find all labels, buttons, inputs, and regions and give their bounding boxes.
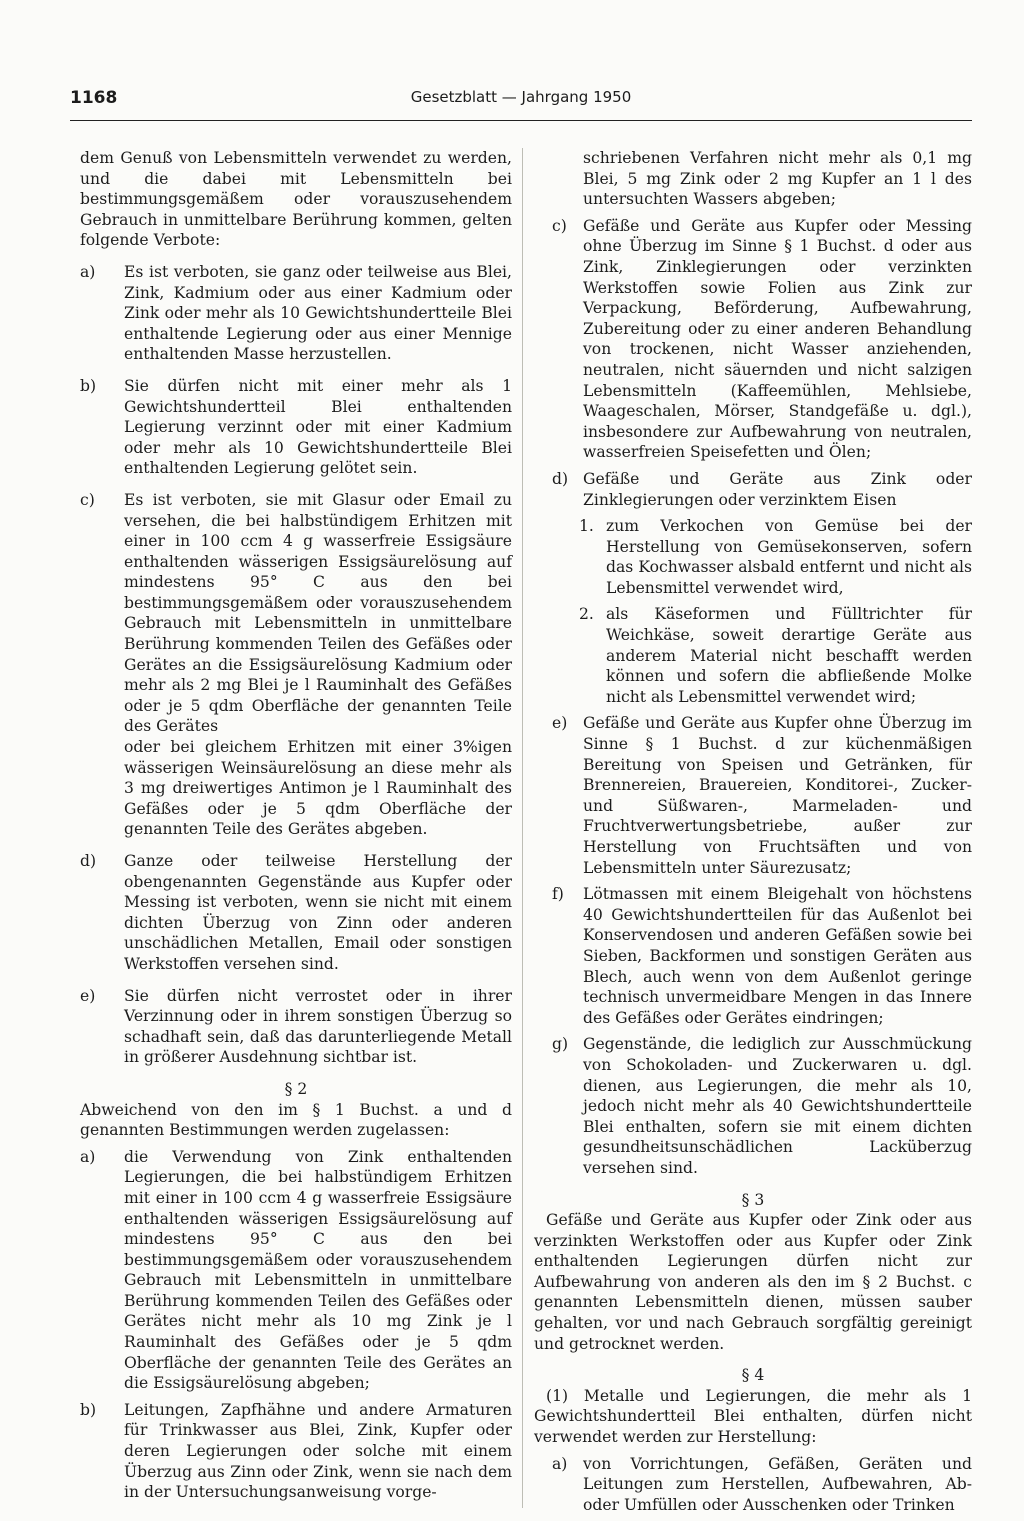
item-text: Es ist verboten, sie mit Glasur oder Email zu versehen, die bei halbstündigem Erhitzen mit einer in 100 ccm 4 g wasserfreie Essigsäure enthaltenden wässerigen Essigsäurelösung auf mindestens 95° C aus den bei bestimmungsgemäßem oder vorauszusehendem Gebrauch mit Lebensmitteln in unmittelbare Berührung kommenden Teilen des Gefäßes oder Gerätes an die Essigsäurelösung Kadmium oder mehr als 2 mg Blei je l Rauminhalt des Gefäßes oder je 5 qdm Oberfläche der genannten Teile des Gerätes (124, 490, 512, 736)
section-heading-4: § 4 (741, 1366, 765, 1385)
item-text: als Käseformen und Fülltrichter für Weichkäse, soweit derartige Geräte aus anderem Material nicht beschafft werden können und sofern die abfließende Molke nicht als Lebensmittel verwendet wird; (606, 605, 972, 706)
right-column (534, 148, 972, 1515)
item-marker: f) (552, 885, 564, 904)
item-text: die Verwendung von Zink enthaltenden Legierungen, die bei halbstündigem Erhitzen mit einer in 100 ccm 4 g wasserfreie Essigsäure enthaltenden wässerigen Essigsäurelösung auf mindestens 95° C aus den bei bestimmungsgemäßem oder vorauszusehendem Gebrauch mit Lebensmitteln in unmittelbare Berührung kommenden Teilen des Gefäßes oder Gerätes nicht mehr als 10 mg Zink je l Rauminhalt des Gefäßes oder je 5 qdm Oberfläche der genannten Teile des Gerätes an die Essigsäurelösung abgeben; (124, 1147, 512, 1393)
list-item-2a (80, 1147, 512, 1394)
list-item-a (80, 262, 512, 365)
section-4-text: (1) Metalle und Legierungen, die mehr als 1 Gewichtshundertteil Blei enthalten, dürfen nicht verwendet werden zur Herstellung: (534, 1386, 972, 1447)
item-marker: e) (80, 986, 96, 1005)
sub-item-1 (534, 516, 972, 598)
item-text: Ganze oder teilweise Herstellung der obengenannten Gegenstände aus Kupfer oder Messing ist verboten, wenn sie nicht mit einem dichten Überzug von Zinn oder anderen unschädlichen Metallen, Email oder sonstigen Werkstoffen versehen sind. (124, 852, 512, 973)
item-text: von Vorrichtungen, Gefäßen, Geräten und Leitungen zum Herstellen, Aufbewahren, Ab- oder Umfüllen oder Ausschenken oder Trinken (583, 1454, 972, 1514)
item-marker: a) (80, 1147, 96, 1166)
item-text: zum Verkochen von Gemüse bei der Herstellung von Gemüsekonserven, sofern das Kochwasser alsbald entfernt und nicht als Lebensmittel verwendet wird, (606, 517, 972, 597)
list-item-2b-continued (534, 148, 972, 210)
list-item-2e (534, 713, 972, 878)
item-marker: c) (552, 216, 567, 235)
intro-paragraph: dem Genuß von Lebensmitteln verwendet zu werden, und die dabei mit Lebensmitteln bei bestimmungsgemäßem oder vorauszusehendem Gebrauch in unmittelbare Berührung kommen, gelten folgende Verbote: (80, 149, 512, 250)
item-text: Gefäße und Geräte aus Zink oder Zinklegierungen oder verzinktem Eisen (583, 469, 972, 509)
list-item-2g (534, 1034, 972, 1178)
section-heading-3: § 3 (741, 1190, 765, 1209)
item-continuation: oder bei gleichem Erhitzen mit einer 3%igen wässerigen Weinsäurelösung an diese mehr als 3 mg dreiwertiges Antimon je l Rauminhalt des Gefäßes oder je 5 qdm Oberfläche der genannten Teile des Gerätes abgeben. (124, 738, 512, 839)
item-text: Lötmassen mit einem Bleigehalt von höchstens 40 Gewichtshundertteilen für das Außenlot bei Konservendosen und anderen Gefäßen sowie bei Sieben, Backformen und sonstigen Geräten aus Blech, auch wenn von dem Außenlot geringe technisch unvermeidbare Mengen in das Innere des Gefäßes oder Gerätes eindringen; (583, 885, 972, 1027)
item-marker: 2. (579, 605, 594, 624)
left-column (80, 148, 512, 1503)
item-text: Es ist verboten, sie ganz oder teilweise aus Blei, Zink, Kadmium oder aus einer Kadmium oder Zink oder mehr als 10 Gewichtshundertteile Blei enthaltende Legierung oder aus einer Mennige enthaltenden Masse herzustellen. (124, 262, 512, 364)
journal-title: Gesetzblatt — Jahrgang 1950 (410, 88, 632, 106)
list-item-2f (534, 884, 972, 1028)
item-marker: e) (552, 714, 568, 733)
section-2-intro: Abweichend von den im § 1 Buchst. a und d genannten Bestimmungen werden zugelassen: (80, 1100, 512, 1140)
item-marker: c) (80, 490, 95, 509)
section-heading-2: § 2 (284, 1079, 308, 1098)
section-3-text: Gefäße und Geräte aus Kupfer oder Zink oder aus verzinkten Werkstoffen oder aus Kupfer oder Zink enthaltenden Legierungen dürfen nicht zur Aufbewahrung von anderen als den im § 2 Buchst. c genannten Lebensmitteln dienen, müssen sauber gehalten, vor und nach Gebrauch sorgfältig gereinigt und getrocknet werden. (534, 1211, 972, 1353)
list-item-b (80, 376, 512, 479)
list-item-2c (534, 216, 972, 463)
sub-item-2 (534, 604, 972, 707)
item-text: Sie dürfen nicht mit einer mehr als 1 Gewichtshundertteil Blei enthaltenden Legierung verzinnt oder mit einer Kadmium oder mehr als 10 Gewichtshundertteile Blei enthaltenden Legierung gelötet sein. (124, 376, 512, 478)
list-item-4a (534, 1454, 972, 1516)
list-item-e (80, 986, 512, 1068)
item-text: Gegenstände, die lediglich zur Ausschmückung von Schokoladen- und Zuckerwaren u. dgl. dienen, aus Legierungen, die mehr als 10, jedoch nicht mehr als 40 Gewichtshundertteile Blei enthalten, sofern sie mit einem dichten gesundheitsunschädlichen Lacküberzug versehen sind. (583, 1035, 972, 1177)
column-divider (522, 148, 523, 1508)
item-text: Sie dürfen nicht verrostet oder in ihrer Verzinnung oder in ihrem sonstigen Überzug so schadhaft sein, daß das darunterliegende Metall in größerer Ausdehnung sichtbar ist. (124, 986, 512, 1067)
item-text: Gefäße und Geräte aus Kupfer oder Messing ohne Überzug im Sinne § 1 Buchst. d oder aus Zink, Zinklegierungen oder verzinkten Werkstoffen sowie Folien aus Zink zur Verpackung, Beförderung, Aufbewahrung, Zubereitung oder zu einer anderen Behandlung von trockenen, nicht Wasser anziehenden, neutralen, nicht säuernden und nicht salzigen Lebensmitteln (Kaffeemühlen, Mehlsiebe, Waageschalen, Mörser, Standgefäße u. dgl.), insbesondere zur Aufbewahrung von neutralen, wasserfreien Speisefetten und Ölen; (583, 216, 972, 462)
item-marker: d) (80, 852, 97, 870)
item-text: Leitungen, Zapfhähne und andere Armaturen für Trinkwasser aus Blei, Zink, Kupfer oder deren Legierungen oder solche mit einem Überzug aus Zinn oder Zink, wenn sie nach dem in der Untersuchungsanweisung vorge- (124, 1400, 512, 1502)
item-marker: b) (80, 376, 97, 395)
item-marker: d) (552, 469, 569, 488)
item-marker: a) (80, 262, 96, 281)
item-text: schriebenen Verfahren nicht mehr als 0,1 mg Blei, 5 mg Zink oder 2 mg Kupfer an 1 l des untersuchten Wassers abgeben; (583, 149, 972, 209)
list-item-d (80, 851, 512, 975)
list-item-2b (80, 1400, 512, 1503)
page-header (70, 86, 972, 121)
item-marker: a) (552, 1454, 568, 1473)
list-item-2d (534, 469, 972, 510)
item-marker: g) (552, 1035, 569, 1054)
page-number: 1168 (70, 88, 118, 108)
item-text: Gefäße und Geräte aus Kupfer ohne Überzug im Sinne § 1 Buchst. d zur küchenmäßigen Bereitung von Speisen und Getränken, für Brennereien, Brauereien, Konditorei-, Zucker- und Süßwaren-, Marmeladen- und Fruchtverwertungsbetriebe, außer zur Herstellung von Fruchtsäften und von Lebensmitteln unter Säurezusatz; (583, 714, 972, 877)
item-marker: b) (80, 1400, 97, 1419)
item-marker: 1. (579, 517, 594, 536)
list-item-c (80, 490, 512, 840)
